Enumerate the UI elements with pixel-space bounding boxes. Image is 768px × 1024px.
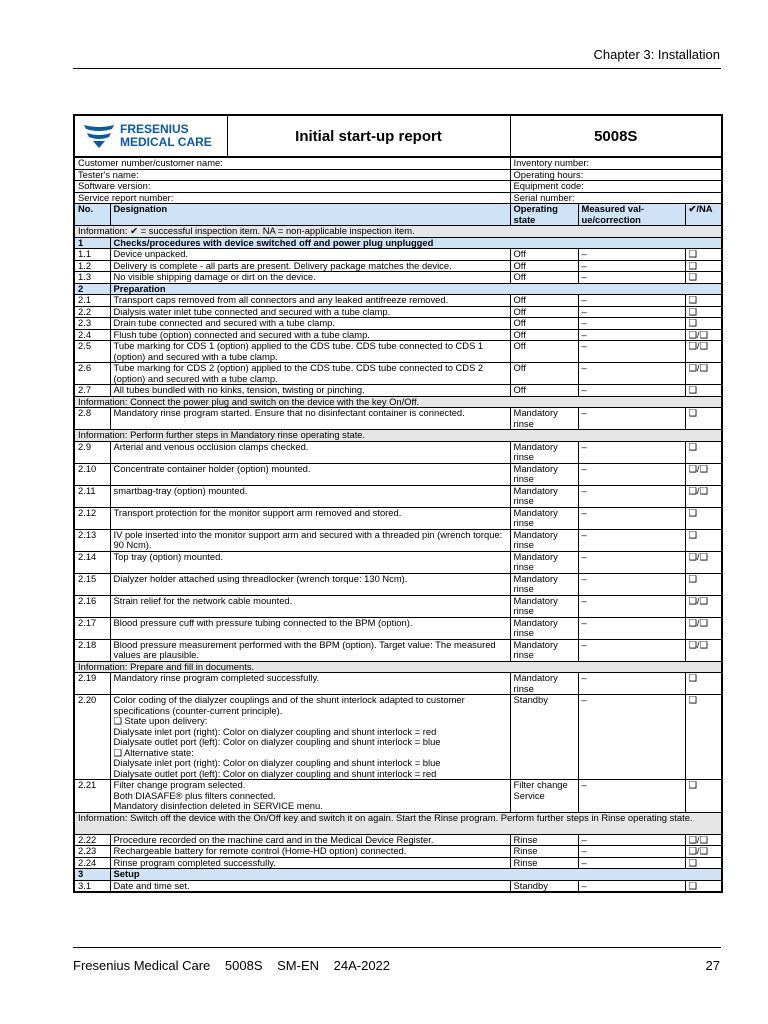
item-text: Transport protection for the monitor support arm removed and stored. xyxy=(113,507,402,518)
item-designation xyxy=(110,441,510,463)
table-row xyxy=(74,363,722,385)
section-title: Setup xyxy=(110,869,722,881)
item-checkbox[interactable]: ❑ xyxy=(685,318,722,330)
item-state: Off xyxy=(510,295,578,307)
item-checkbox[interactable]: ❑ xyxy=(685,295,722,307)
item-subtext: Mandatory disinfection deleted in SERVICE menu. xyxy=(113,800,323,811)
item-text: Tube marking for CDS 2 (option) applied to the CDS tube. CDS tube connected to CDS 2 (option) and secured with a tube clamp. xyxy=(113,362,484,384)
item-state: Mandatory rinse xyxy=(510,617,578,639)
table-row xyxy=(74,441,722,463)
item-designation xyxy=(110,306,510,318)
info-row xyxy=(74,226,722,238)
table-row xyxy=(74,408,722,430)
footer-company: Fresenius Medical Care xyxy=(73,958,211,973)
item-text: Date and time set. xyxy=(113,880,190,891)
item-text: Strain relief for the network cable mounted. xyxy=(113,595,293,606)
item-checkbox[interactable]: ❑ xyxy=(685,260,722,272)
item-measured: – xyxy=(578,595,685,617)
item-no: 2.9 xyxy=(74,441,110,463)
item-state: Mandatory rinse xyxy=(510,673,578,695)
item-checkbox[interactable]: ❑ xyxy=(685,857,722,869)
footer-doc: SM-EN xyxy=(277,958,320,973)
item-no: 2.4 xyxy=(74,329,110,341)
item-subtext: ❑ State upon delivery: xyxy=(113,715,208,726)
field-row xyxy=(74,169,722,181)
item-no: 1.2 xyxy=(74,260,110,272)
item-measured: – xyxy=(578,306,685,318)
item-checkbox[interactable]: ❑/❑ xyxy=(685,595,722,617)
logo-cell xyxy=(74,115,227,157)
item-checkbox[interactable]: ❑/❑ xyxy=(685,329,722,341)
item-designation xyxy=(110,780,510,813)
field-row xyxy=(74,158,722,170)
item-measured: – xyxy=(578,695,685,780)
chapter-title: Chapter 3: Installation xyxy=(593,47,720,62)
report-header xyxy=(73,114,723,157)
item-measured: – xyxy=(578,857,685,869)
item-checkbox[interactable]: ❑ xyxy=(685,507,722,529)
item-checkbox[interactable]: ❑ xyxy=(685,529,722,551)
item-measured: – xyxy=(578,329,685,341)
item-no: 2.20 xyxy=(74,695,110,780)
item-state: Off xyxy=(510,329,578,341)
field-left: Customer number/customer name: xyxy=(74,158,510,170)
item-designation xyxy=(110,272,510,284)
item-checkbox[interactable]: ❑ xyxy=(685,673,722,695)
item-designation xyxy=(110,617,510,639)
item-state: Off xyxy=(510,249,578,261)
item-state: Off xyxy=(510,363,578,385)
column-header-row xyxy=(74,204,722,226)
item-designation xyxy=(110,295,510,307)
item-text: smartbag-tray (option) mounted. xyxy=(113,485,248,496)
item-designation xyxy=(110,857,510,869)
table-row xyxy=(74,318,722,330)
field-row xyxy=(74,192,722,204)
item-no: 3.1 xyxy=(74,880,110,892)
item-checkbox[interactable]: ❑/❑ xyxy=(685,551,722,573)
report-title: Initial start-up report xyxy=(227,115,510,157)
item-no: 2.2 xyxy=(74,306,110,318)
item-designation xyxy=(110,329,510,341)
table-row xyxy=(74,341,722,363)
item-no: 2.3 xyxy=(74,318,110,330)
item-no: 2.11 xyxy=(74,485,110,507)
item-text: Device unpacked. xyxy=(113,248,189,259)
table-row xyxy=(74,617,722,639)
item-text: All tubes bundled with no kinks, tension, twisting or pinching. xyxy=(113,384,365,395)
table-row xyxy=(74,507,722,529)
item-state: Standby xyxy=(510,880,578,892)
item-no: 2.8 xyxy=(74,408,110,430)
info-row xyxy=(74,396,722,408)
item-measured: – xyxy=(578,363,685,385)
item-subtext: Dialysate inlet port (right): Color on dialyzer coupling and shunt interlock = red xyxy=(113,725,437,737)
item-no: 1.3 xyxy=(74,272,110,284)
table-row xyxy=(74,880,722,892)
item-text: Tube marking for CDS 1 (option) applied to the CDS tube. CDS tube connected to CDS 1 (option) and secured with a tube clamp. xyxy=(113,340,484,362)
logo-line1: FRESENIUS xyxy=(120,122,189,136)
table-row xyxy=(74,846,722,858)
item-subtext: Both DIASAFE® plus filters connected. xyxy=(113,789,276,801)
footer-version: 24A-2022 xyxy=(333,958,391,973)
item-state: Mandatory rinse xyxy=(510,485,578,507)
item-text: Mandatory rinse program started. Ensure that no disinfectant container is connected. xyxy=(113,407,465,418)
item-measured: – xyxy=(578,295,685,307)
item-no: 2.10 xyxy=(74,463,110,485)
item-text: Transport caps removed from all connectors and any leaked antifreeze removed. xyxy=(113,294,449,305)
model-title: 5008S xyxy=(510,115,722,157)
item-no: 2.23 xyxy=(74,846,110,858)
item-text: Blood pressure measurement performed with the BPM (option). Target value: The measured values are plausible. xyxy=(113,639,496,660)
item-designation xyxy=(110,260,510,272)
item-state: Mandatory rinse xyxy=(510,595,578,617)
item-checkbox[interactable]: ❑/❑ xyxy=(685,485,722,507)
item-designation xyxy=(110,573,510,595)
section-row xyxy=(74,283,722,295)
info-row xyxy=(74,661,722,673)
item-measured: – xyxy=(578,639,685,661)
item-text: Blood pressure cuff with pressure tubing connected to the BPM (option). xyxy=(113,617,413,628)
item-no: 2.15 xyxy=(74,573,110,595)
item-no: 2.22 xyxy=(74,834,110,846)
item-checkbox[interactable]: ❑ xyxy=(685,441,722,463)
section-no: 3 xyxy=(74,869,110,881)
table-row xyxy=(74,272,722,284)
table-row xyxy=(74,780,722,813)
section-no: 2 xyxy=(74,283,110,295)
item-subtext: Dialysate outlet port (left): Color on dialyzer coupling and shunt interlock = blue xyxy=(113,736,441,747)
item-measured: – xyxy=(578,880,685,892)
table-row xyxy=(74,249,722,261)
item-measured: – xyxy=(578,318,685,330)
item-text: No visible shipping damage or dirt on the device. xyxy=(113,271,316,282)
item-text: Dialysis water inlet tube connected and secured with a tube clamp. xyxy=(113,306,391,317)
item-text: Arterial and venous occlusion clamps checked. xyxy=(113,441,309,452)
item-state: Off xyxy=(510,260,578,272)
item-state: Mandatory rinse xyxy=(510,441,578,463)
page-number: 27 xyxy=(705,958,720,973)
item-designation xyxy=(110,507,510,529)
item-designation xyxy=(110,463,510,485)
item-state: Off xyxy=(510,306,578,318)
item-measured: – xyxy=(578,260,685,272)
info-row xyxy=(74,812,722,834)
item-checkbox[interactable]: ❑ xyxy=(685,249,722,261)
table-row xyxy=(74,639,722,661)
col-measured: Measured val-ue/correction xyxy=(578,204,685,226)
item-state: Mandatory rinse xyxy=(510,529,578,551)
info-text: Information: Connect the power plug and switch on the device with the key On/Off. xyxy=(74,396,722,408)
table-row xyxy=(74,329,722,341)
item-text: Flush tube (option) connected and secured with a tube clamp. xyxy=(113,329,370,340)
item-measured: – xyxy=(578,846,685,858)
item-no: 2.21 xyxy=(74,780,110,813)
field-right: Operating hours: xyxy=(510,169,722,181)
field-row xyxy=(74,181,722,193)
item-checkbox[interactable]: ❑/❑ xyxy=(685,834,722,846)
item-checkbox[interactable]: ❑ xyxy=(685,306,722,318)
item-designation xyxy=(110,249,510,261)
item-measured: – xyxy=(578,551,685,573)
item-checkbox[interactable]: ❑/❑ xyxy=(685,846,722,858)
item-checkbox[interactable]: ❑ xyxy=(685,573,722,595)
item-measured: – xyxy=(578,507,685,529)
table-row xyxy=(74,385,722,397)
item-text: Rinse program completed successfully. xyxy=(113,857,276,868)
section-title: Checks/procedures with device switched off and power plug unplugged xyxy=(110,237,722,249)
item-measured: – xyxy=(578,441,685,463)
item-designation xyxy=(110,485,510,507)
table-row xyxy=(74,551,722,573)
item-designation xyxy=(110,673,510,695)
item-no: 2.19 xyxy=(74,673,110,695)
table-row xyxy=(74,260,722,272)
item-measured: – xyxy=(578,573,685,595)
item-designation xyxy=(110,551,510,573)
item-state: Mandatory rinse xyxy=(510,463,578,485)
fresenius-logo-icon xyxy=(82,122,116,150)
item-state: Off xyxy=(510,385,578,397)
item-no: 2.6 xyxy=(74,363,110,385)
item-measured: – xyxy=(578,617,685,639)
item-measured: – xyxy=(578,485,685,507)
item-designation xyxy=(110,408,510,430)
item-text: Top tray (option) mounted. xyxy=(113,551,223,562)
field-left: Service report number: xyxy=(74,192,510,204)
item-checkbox[interactable]: ❑/❑ xyxy=(685,617,722,639)
section-title: Preparation xyxy=(110,283,722,295)
report-form xyxy=(73,114,721,893)
table-row xyxy=(74,529,722,551)
item-measured: – xyxy=(578,463,685,485)
col-designation: Designation xyxy=(110,204,510,226)
fresenius-logo xyxy=(76,122,226,150)
item-measured: – xyxy=(578,673,685,695)
item-state: Mandatory rinse xyxy=(510,639,578,661)
col-operating-state: Operating state xyxy=(510,204,578,226)
logo-line2: MEDICAL CARE xyxy=(120,135,212,149)
field-right: Serial number: xyxy=(510,192,722,204)
table-row xyxy=(74,695,722,780)
item-state: Filter change Service xyxy=(510,780,578,813)
table-row xyxy=(74,595,722,617)
item-designation xyxy=(110,595,510,617)
table-row xyxy=(74,673,722,695)
item-no: 2.18 xyxy=(74,639,110,661)
item-subtext: Dialysate inlet port (right): Color on dialyzer coupling and shunt interlock = blue xyxy=(113,757,441,768)
table-row xyxy=(74,834,722,846)
item-checkbox[interactable]: ❑ xyxy=(685,695,722,780)
item-text: Color coding of the dialyzer couplings and of the shunt interlock adapted to customer specifications (counter-current principle). xyxy=(113,694,465,716)
info-text: Information: Switch off the device with the On/Off key and switch it on again. Start the Rinse program. Perform further steps in Rinse operating state. xyxy=(74,812,722,834)
item-subtext: Dialysate outlet port (left): Color on dialyzer coupling and shunt interlock = red xyxy=(113,767,437,779)
item-state: Rinse xyxy=(510,846,578,858)
item-text: Procedure recorded on the machine card and in the Medical Device Register. xyxy=(113,834,434,845)
item-designation xyxy=(110,363,510,385)
item-state: Mandatory rinse xyxy=(510,573,578,595)
item-measured: – xyxy=(578,834,685,846)
table-row xyxy=(74,306,722,318)
bottom-rule xyxy=(73,947,721,948)
footer-model: 5008S xyxy=(224,958,263,973)
item-checkbox[interactable]: ❑ xyxy=(685,780,722,813)
report-table xyxy=(73,157,723,893)
item-state: Standby xyxy=(510,695,578,780)
item-checkbox[interactable]: ❑ xyxy=(685,385,722,397)
table-row xyxy=(74,463,722,485)
item-state: Mandatory rinse xyxy=(510,551,578,573)
info-text: Information: Prepare and fill in documents. xyxy=(74,661,722,673)
item-designation xyxy=(110,846,510,858)
item-subtext: ❑ Alternative state: xyxy=(113,746,194,758)
item-checkbox[interactable]: ❑/❑ xyxy=(685,363,722,385)
item-checkbox[interactable]: ❑ xyxy=(685,880,722,892)
col-check: ✔/NA xyxy=(685,204,722,226)
table-row xyxy=(74,857,722,869)
item-no: 2.24 xyxy=(74,857,110,869)
item-text: Filter change program selected. xyxy=(113,779,246,790)
item-measured: – xyxy=(578,249,685,261)
item-measured: – xyxy=(578,385,685,397)
item-text: Drain tube connected and secured with a tube clamp. xyxy=(113,317,335,328)
item-no: 2.13 xyxy=(74,529,110,551)
item-no: 2.1 xyxy=(74,295,110,307)
item-designation xyxy=(110,318,510,330)
item-no: 1.1 xyxy=(74,249,110,261)
info-text: Information: ✔ = successful inspection item. NA = non-applicable inspection item. xyxy=(74,226,722,238)
item-designation xyxy=(110,385,510,397)
item-measured: – xyxy=(578,272,685,284)
item-text: Dialyzer holder attached using threadlocker (wrench torque: 130 Ncm). xyxy=(113,573,408,584)
item-no: 2.14 xyxy=(74,551,110,573)
item-checkbox[interactable]: ❑ xyxy=(685,408,722,430)
item-checkbox[interactable]: ❑ xyxy=(685,272,722,284)
item-no: 2.12 xyxy=(74,507,110,529)
item-no: 2.5 xyxy=(74,341,110,363)
item-state: Off xyxy=(510,341,578,363)
item-state: Off xyxy=(510,272,578,284)
table-row xyxy=(74,485,722,507)
section-row xyxy=(74,869,722,881)
item-measured: – xyxy=(578,341,685,363)
item-checkbox[interactable]: ❑/❑ xyxy=(685,341,722,363)
table-row xyxy=(74,573,722,595)
item-designation xyxy=(110,529,510,551)
item-text: IV pole inserted into the monitor support arm and secured with a threaded pin (wrench torque: 90 Ncm). xyxy=(113,529,503,550)
top-rule xyxy=(73,68,721,69)
item-checkbox[interactable]: ❑/❑ xyxy=(685,463,722,485)
item-state: Mandatory rinse xyxy=(510,507,578,529)
table-row xyxy=(74,295,722,307)
item-measured: – xyxy=(578,780,685,813)
item-measured: – xyxy=(578,408,685,430)
item-text: Delivery is complete - all parts are present. Delivery package matches the device. xyxy=(113,260,452,271)
item-state: Off xyxy=(510,318,578,330)
item-designation xyxy=(110,880,510,892)
field-left: Software version: xyxy=(74,181,510,193)
item-measured: – xyxy=(578,529,685,551)
item-text: Rechargeable battery for remote control (Home-HD option) connected. xyxy=(113,845,407,856)
item-text: Mandatory rinse program completed successfully. xyxy=(113,672,320,683)
item-state: Rinse xyxy=(510,834,578,846)
item-designation xyxy=(110,695,510,780)
item-state: Rinse xyxy=(510,857,578,869)
section-no: 1 xyxy=(74,237,110,249)
field-right: Inventory number: xyxy=(510,158,722,170)
field-right: Equipment code: xyxy=(510,181,722,193)
footer xyxy=(73,958,401,973)
item-designation xyxy=(110,341,510,363)
section-row xyxy=(74,237,722,249)
info-row xyxy=(74,430,722,442)
item-designation xyxy=(110,639,510,661)
field-left: Tester's name: xyxy=(74,169,510,181)
item-no: 2.16 xyxy=(74,595,110,617)
col-no: No. xyxy=(74,204,110,226)
item-no: 2.17 xyxy=(74,617,110,639)
item-checkbox[interactable]: ❑/❑ xyxy=(685,639,722,661)
item-no: 2.7 xyxy=(74,385,110,397)
item-designation xyxy=(110,834,510,846)
info-text: Information: Perform further steps in Mandatory rinse operating state. xyxy=(74,430,722,442)
item-state: Mandatory rinse xyxy=(510,408,578,430)
item-text: Concentrate container holder (option) mounted. xyxy=(113,463,311,474)
